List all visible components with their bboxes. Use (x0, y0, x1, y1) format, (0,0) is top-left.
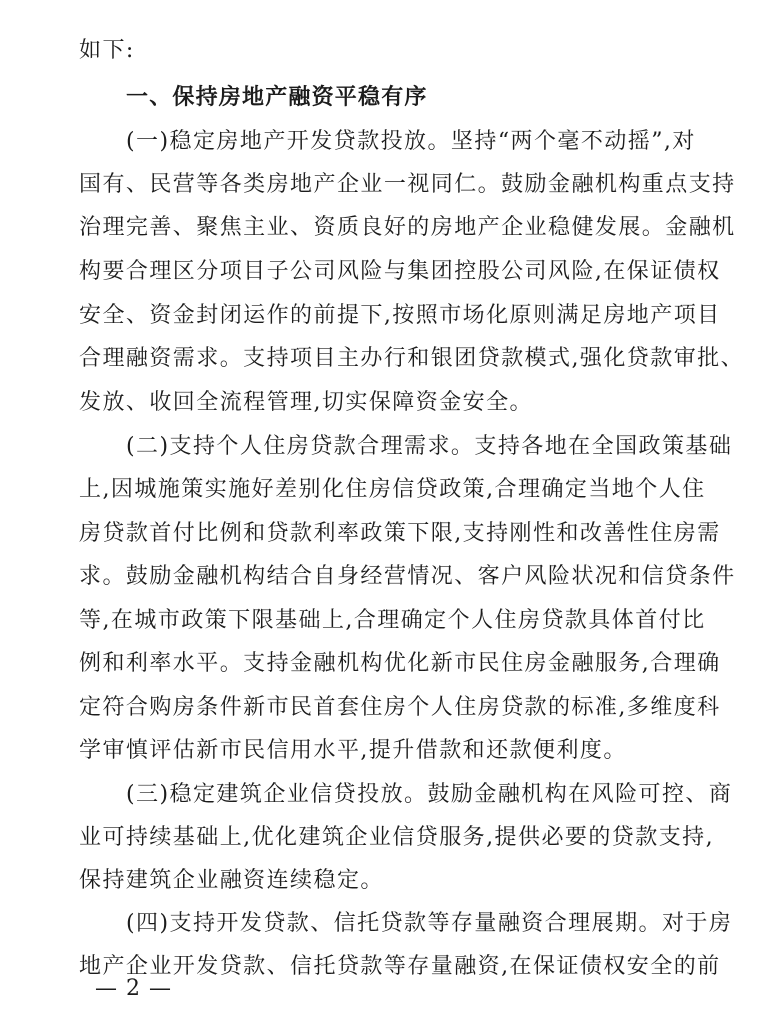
paragraph-1-line: 合理融资需求。支持项目主办行和银团贷款模式,强化贷款审批、 (79, 346, 745, 371)
paragraph-1-line: 发放、收回全流程管理,切实保障资金安全。 (79, 390, 533, 415)
paragraph-4-line: (四)支持开发贷款、信托贷款等存量融资合理展期。对于房 (126, 911, 733, 936)
paragraph-3-line: 业可持续基础上,优化建筑企业信贷服务,提供必要的贷款支持, (79, 825, 715, 850)
paragraph-1-line: 治理完善、聚焦主业、资质良好的房地产企业稳健发展。金融机 (79, 215, 736, 240)
paragraph-2-line: 学审慎评估新市民信用水平,提升借款和还款便利度。 (79, 738, 627, 763)
paragraph-2-line: 定符合购房条件新市民首套住房个人住房贷款的标准,多维度科 (79, 695, 721, 720)
paragraph-2-line: (二)支持个人住房贷款合理需求。支持各地在全国政策基础 (126, 434, 733, 459)
paragraph-3-line: 保持建筑企业融资连续稳定。 (79, 868, 384, 893)
paragraph-3-line: (三)稳定建筑企业信贷投放。鼓励金融机构在风险可控、商 (126, 782, 733, 807)
paragraph-4-line: 地产企业开发贷款、信托贷款等存量融资,在保证债权安全的前 (79, 954, 721, 979)
paragraph-1-line: 构要合理区分项目子公司风险与集团控股公司风险,在保证债权 (79, 259, 721, 284)
paragraph-2-line: 等,在城市政策下限基础上,合理确定个人住房贷款具体首付比 (79, 608, 706, 633)
paragraph-2-line: 上,因城施策实施好差别化住房信贷政策,合理确定当地个人住 (79, 477, 706, 502)
page-number: — 2 — (95, 976, 172, 1001)
intro-text: 如下: (79, 38, 135, 63)
paragraph-1-line: 安全、资金封闭运作的前提下,按照市场化原则满足房地产项目 (79, 303, 721, 328)
paragraph-2-line: 房贷款首付比例和贷款利率政策下限,支持刚性和改善性住房需 (79, 521, 721, 546)
paragraph-2-line: 求。鼓励金融机构结合自身经营情况、客户风险状况和信贷条件 (79, 564, 736, 589)
section-heading: 一、保持房地产融资平稳有序 (126, 85, 428, 110)
paragraph-1-line: 国有、民营等各类房地产企业一视同仁。鼓励金融机构重点支持 (79, 172, 736, 197)
paragraph-1-line: (一)稳定房地产开发贷款投放。坚持“两个毫不动摇”,对 (126, 129, 696, 154)
paragraph-2-line: 例和利率水平。支持金融机构优化新市民住房金融服务,合理确 (79, 651, 721, 676)
